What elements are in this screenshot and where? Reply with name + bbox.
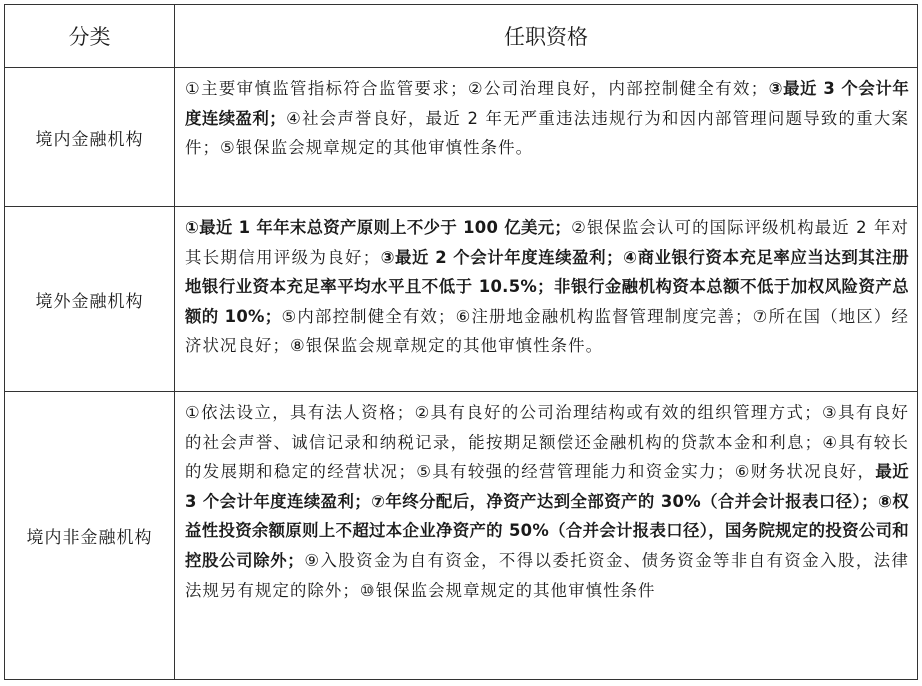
qualification-cell xyxy=(175,68,918,207)
qualification-segment: ⑤内部控制健全有效；⑥注册地金融机构监督管理制度完善；⑦所在国（地区）经济状况良好；⑧银保监会规章规定的其他审慎性条件。 xyxy=(185,306,909,356)
qualification-segment: ④社会声誉良好，最近 2 年无严重违法违规行为和因内部管理问题导致的重大案件；⑤银保监会规章规定的其他审慎性条件。 xyxy=(185,108,909,158)
qualification-cell xyxy=(175,207,918,392)
table-header-row xyxy=(5,5,918,68)
qualification-segment: ①依法设立，具有法人资格；②具有良好的公司治理结构或有效的组织管理方式；③具有良好的社会声誉、诚信记录和纳税记录，能按期足额偿还金融机构的贷款本金和利息；④具有较长的发展期和稳定的经营状况；⑤具有较强的经营管理能力和资金实力；⑥财务状况良好， xyxy=(185,403,909,482)
header-qualification: 任职资格 xyxy=(175,5,918,68)
table-row xyxy=(5,68,918,207)
qualification-table xyxy=(4,4,918,680)
category-cell: 境外金融机构 xyxy=(5,207,175,392)
qualification-segment: ①主要审慎监管指标符合监管要求；②公司治理良好，内部控制健全有效； xyxy=(185,79,769,98)
qualification-segment-bold: ①最近 1 年年末总资产原则上不少于 100 亿美元； xyxy=(185,218,572,237)
category-cell: 境内非金融机构 xyxy=(5,392,175,680)
qualification-cell xyxy=(175,392,918,680)
qualification-segment: ⑨入股资金为自有资金，不得以委托资金、债务资金等非自有资金入股，法律法规另有规定的除外；⑩银保监会规章规定的其他审慎性条件 xyxy=(185,550,909,600)
qualification-segment-bold: 最近 3 个会计年度连续盈利；⑦年终分配后，净资产达到全部资产的 30%（合并会计报表口径）；⑧权益性投资余额原则上不超过本企业净资产的 50%（合并会计报表口径），国务院规定的投资公司和控股公司除外； xyxy=(185,462,909,570)
qualification-segment: ②银保监会认可的国际评级机构最近 2 年对其长期信用评级为良好； xyxy=(185,218,909,267)
category-cell: 境内金融机构 xyxy=(5,68,175,207)
qualification-segment-bold: ③最近 3 个会计年度连续盈利； xyxy=(185,79,910,128)
table-row xyxy=(5,392,918,680)
qualification-segment-bold: ③最近 2 个会计年度连续盈利；④商业银行资本充足率应当达到其注册地银行业资本充足率平均水平且不低于 10.5%；非银行金融机构资本总额不低于加权风险资产总额的 10%； xyxy=(185,247,909,326)
header-category: 分类 xyxy=(5,5,175,68)
table-row xyxy=(5,207,918,392)
